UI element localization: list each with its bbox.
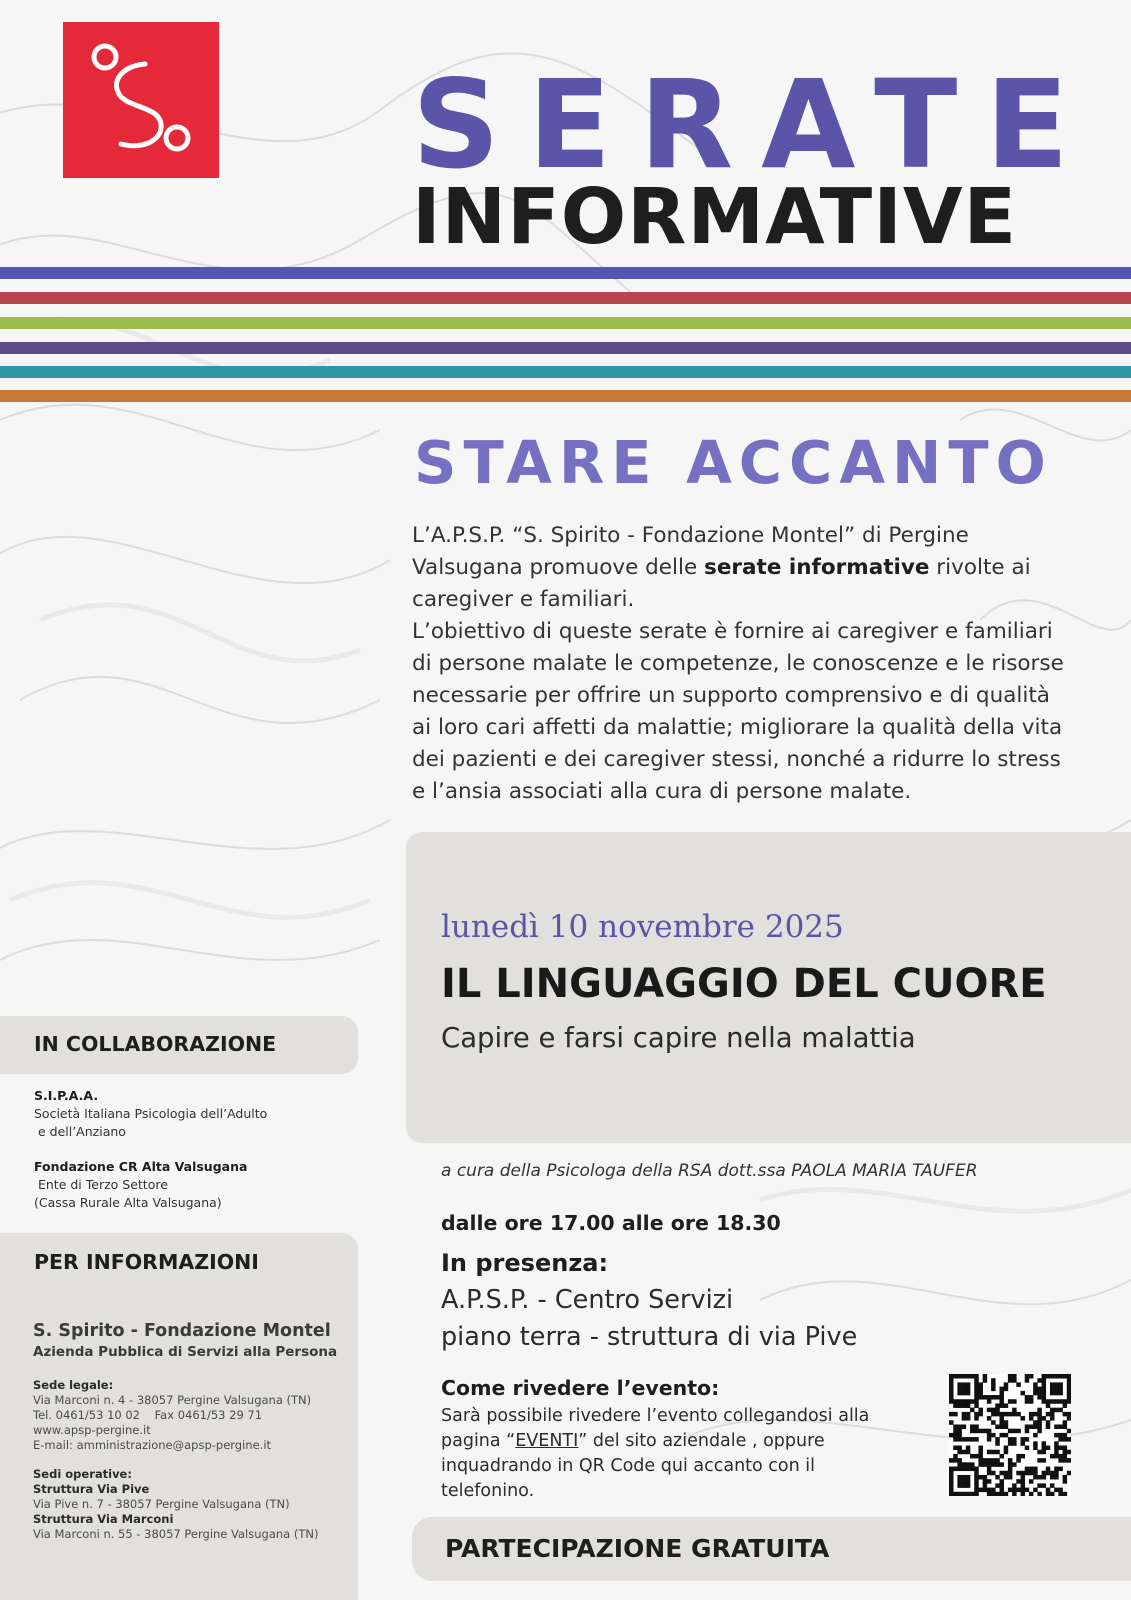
site2-name: Struttura Via Marconi <box>33 1512 174 1526</box>
info-title: PER INFORMAZIONI <box>34 1250 259 1274</box>
collab-org2-line2: (Cassa Rurale Alta Valsugana) <box>34 1195 222 1210</box>
stripe-red <box>0 292 1131 304</box>
rewatch-label: Come rivedere l’evento: <box>441 1376 720 1400</box>
website-link[interactable]: www.apsp-pergine.it <box>33 1423 151 1437</box>
info-org-subtitle: Azienda Pubblica di Servizi alla Persona <box>33 1344 338 1360</box>
main-title: SERATE <box>412 54 1097 196</box>
event-title: IL LINGUAGGIO DEL CUORE <box>441 961 1047 1007</box>
collab-org2-line1: Ente di Terzo Settore <box>34 1177 168 1192</box>
event-subtitle: Capire e farsi capire nella malattia <box>441 1022 916 1054</box>
stripe-orange <box>0 390 1131 402</box>
main-subtitle: INFORMATIVE <box>412 173 1018 262</box>
collab-org1-line1: Società Italiana Psicologia dell’Adulto <box>34 1106 268 1121</box>
collab-org1-line2: e dell’Anziano <box>34 1124 126 1139</box>
stripe-blue <box>0 267 1131 279</box>
email-link[interactable]: E-mail: amministrazione@apsp-pergine.it <box>33 1438 272 1452</box>
event-time: dalle ore 17.00 alle ore 18.30 <box>441 1211 781 1235</box>
presence-label: In presenza: <box>441 1249 609 1277</box>
operative-seats-label: Sedi operative: <box>33 1467 132 1481</box>
info-org-name: S. Spirito - Fondazione Montel <box>33 1321 331 1341</box>
event-date: lunedì 10 novembre 2025 <box>441 909 844 945</box>
stripe-green <box>0 317 1131 329</box>
phone-fax: Tel. 0461/53 10 02 Fax 0461/53 29 71 <box>33 1408 263 1422</box>
presence-location-1: A.P.S.P. - Centro Servizi <box>441 1285 734 1315</box>
s-logo-icon <box>63 22 219 178</box>
presence-location-2: piano terra - struttura di via Pive <box>441 1322 858 1352</box>
rewatch-text: Sarà possibile rivedere l’evento collegandosi alla pagina “EVENTI” del sito aziendale , oppure inquadrando in QR Code qui accanto con il telefonino. <box>441 1406 870 1501</box>
collab-org2-name: Fondazione CR Alta Valsugana <box>34 1159 248 1174</box>
intro-text <box>412 520 1064 808</box>
collab-org1-name: S.I.P.A.A. <box>34 1088 99 1103</box>
stripe-violet <box>0 342 1131 354</box>
site2-address: Via Marconi n. 55 - 38057 Pergine Valsugana (TN) <box>33 1527 319 1541</box>
section-title: STARE ACCANTO <box>414 428 1053 497</box>
site1-address: Via Pive n. 7 - 38057 Pergine Valsugana (TN) <box>33 1497 290 1511</box>
intro-paragraph-2: L’obiettivo di queste serate è fornire ai caregiver e familiari di persone malate le competenze, le conoscenze e le risorse necessarie per offrire un supporto comprensivo e di qualità ai loro cari affetti da malattie; migliorare la qualità della vita dei pazienti e dei caregiver stessi, nonché a ridurre lo stress e l’ansia associati alla cura di persone malate. <box>412 619 1064 804</box>
intro-paragraph-1: L’A.P.S.P. “S. Spirito - Fondazione Montel” di Pergine Valsugana promuove delle serate informative rivolte ai caregiver e familiari. <box>412 523 1031 612</box>
legal-seat-label: Sede legale: <box>33 1378 114 1392</box>
qr-code-icon[interactable] <box>949 1374 1071 1496</box>
event-curator: a cura della Psicologa della RSA dott.ssa PAOLA MARIA TAUFER <box>441 1161 978 1181</box>
collaboration-title: IN COLLABORAZIONE <box>34 1032 277 1056</box>
eventi-link[interactable]: EVENTI <box>515 1431 579 1451</box>
site1-name: Struttura Via Pive <box>33 1482 150 1496</box>
stripe-teal <box>0 366 1131 378</box>
legal-seat-address: Via Marconi n. 4 - 38057 Pergine Valsugana (TN) <box>33 1393 312 1407</box>
free-participation-label: PARTECIPAZIONE GRATUITA <box>445 1534 830 1563</box>
